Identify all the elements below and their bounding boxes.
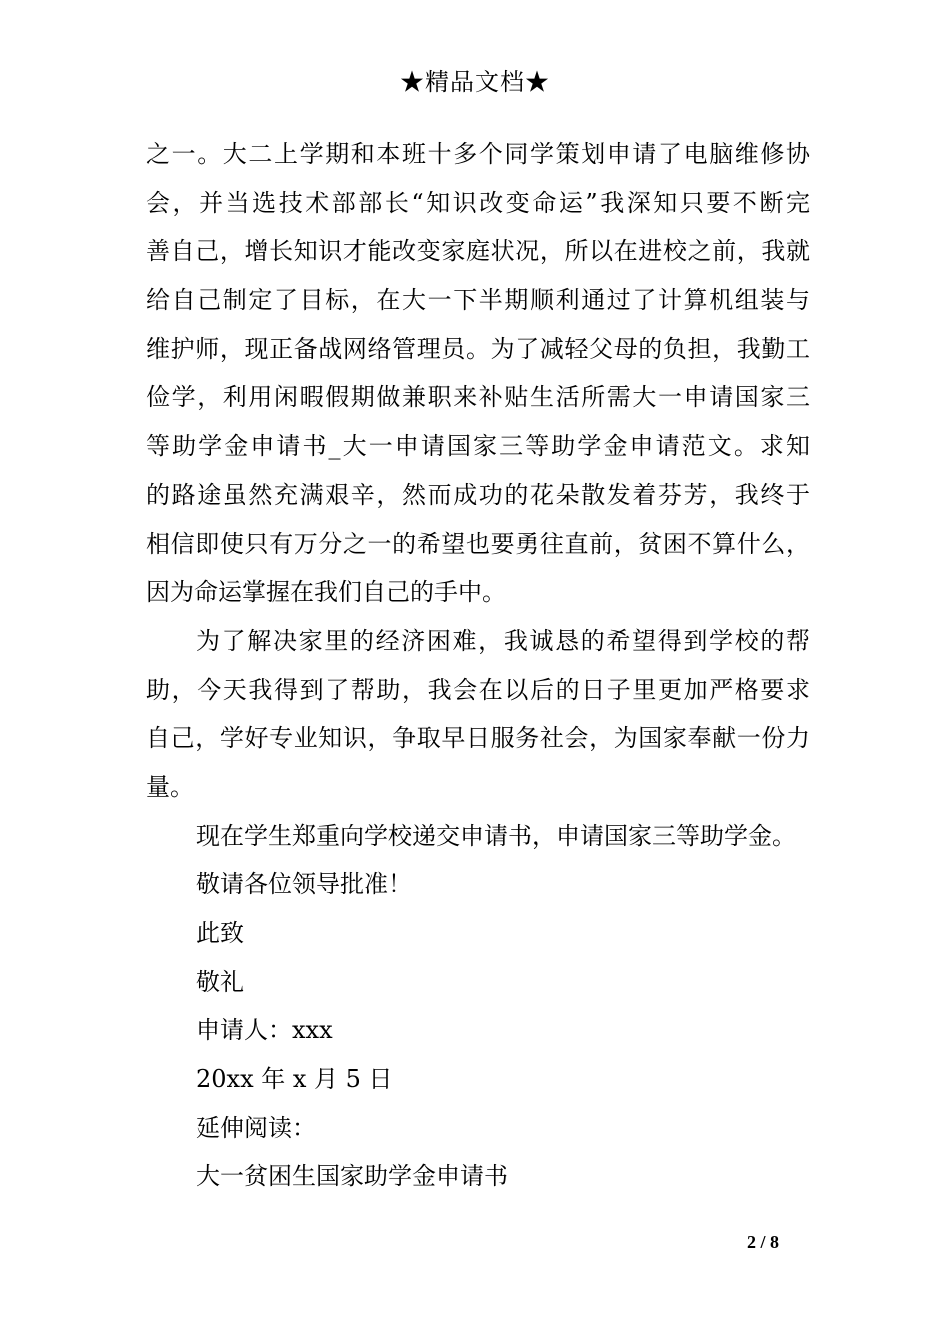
text-line: 俭学，利用闲暇假期做兼职来补贴生活所需大一申请国家三 xyxy=(146,383,810,412)
text-line: 会，并当选技术部部长“知识改变命运”我深知只要不断完 xyxy=(146,188,810,217)
text-line: 善自己，增长知识才能改变家庭状况，所以在进校之前，我就 xyxy=(146,237,810,266)
extended-reading-title: 大一贫困生国家助学金申请书 xyxy=(196,1162,508,1191)
applicant-name: 申请人：xxx xyxy=(196,1016,333,1045)
salutation-cizhi: 此致 xyxy=(196,919,244,947)
text-line: 等助学金申请书_大一申请国家三等助学金申请范文。求知 xyxy=(146,432,810,461)
text-line: 因为命运掌握在我们自己的手中。 xyxy=(146,578,506,607)
document-header-title: ★精品文档★ xyxy=(400,68,550,96)
document-body xyxy=(146,130,810,1201)
paragraph-1 xyxy=(146,130,810,617)
text-line: 为了解决家里的经济困难，我诚恳的希望得到学校的帮 xyxy=(196,626,810,655)
text-line: 的路途虽然充满艰辛，然而成功的花朵散发着芬芳，我终于 xyxy=(146,480,810,509)
text-line: 相信即使只有万分之一的希望也要勇往直前，贫困不算什么， xyxy=(146,529,810,558)
page-number: 2 / 8 xyxy=(747,1232,780,1252)
extended-reading-label: 延伸阅读： xyxy=(196,1113,316,1142)
text-line: 维护师，现正备战网络管理员。为了减轻父母的负担，我勤工 xyxy=(146,334,810,363)
paragraph-2 xyxy=(146,617,810,812)
text-line: 之一。大二上学期和本班十多个同学策划申请了电脑维修协 xyxy=(146,140,810,168)
closing-statement: 现在学生郑重向学校递交申请书，申请国家三等助学金。 xyxy=(196,821,796,850)
text-line: 助，今天我得到了帮助，我会在以后的日子里更加严格要求 xyxy=(146,675,810,704)
text-line: 自己，学好专业知识，争取早日服务社会，为国家奉献一份力 xyxy=(146,724,810,753)
salutation-jingli: 敬礼 xyxy=(196,967,244,996)
text-line: 量。 xyxy=(146,772,194,801)
application-date: 20xx 年 x 月 5 日 xyxy=(196,1065,393,1094)
closing-section xyxy=(146,812,810,1202)
approval-request: 敬请各位领导批准！ xyxy=(196,870,412,899)
text-line: 给自己制定了目标，在大一下半期顺利通过了计算机组装与 xyxy=(146,286,810,315)
